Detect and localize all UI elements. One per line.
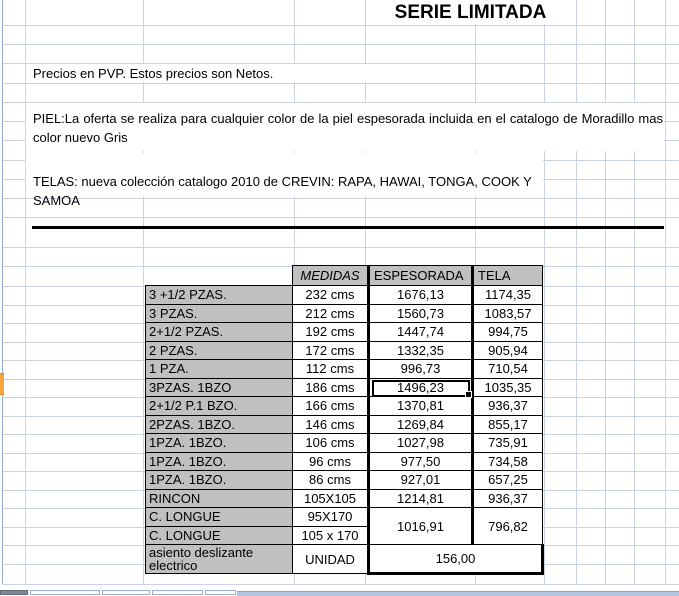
cell-espesorada[interactable]: 1676,13 — [369, 286, 473, 305]
row-header-edge-line — [2, 0, 3, 584]
cell-product-name[interactable]: 2+1/2 PZAS. — [146, 323, 293, 342]
gridline — [605, 0, 606, 584]
cell-medidas[interactable]: 232 cms — [293, 286, 369, 305]
cell-product-name[interactable]: 3 PZAS. — [146, 304, 293, 323]
cell-medidas[interactable]: UNIDAD — [293, 545, 369, 574]
cell-product-name[interactable]: asiento deslizante electrico — [146, 545, 293, 574]
sheet-tab[interactable] — [152, 590, 203, 595]
table-row — [146, 397, 543, 416]
cell-tela[interactable]: 994,75 — [473, 323, 543, 342]
table-row — [146, 286, 543, 305]
table-row — [146, 545, 543, 574]
cell-medidas[interactable]: 96 cms — [293, 452, 369, 471]
note-precios-cell[interactable]: Precios en PVP. Estos precios son Netos. — [33, 66, 274, 81]
sheet-tab[interactable] — [30, 590, 100, 595]
cell-product-name[interactable]: 2PZAS. 1BZO. — [146, 415, 293, 434]
gridline — [25, 0, 26, 584]
note-piel-cell[interactable]: PIEL:La oferta se realiza para cualquier color de la piel espesorada incluida en el catalogo de Moradillo mas color nuevo Gris — [33, 111, 663, 145]
cell-tela[interactable]: 735,91 — [473, 434, 543, 453]
cell-medidas[interactable]: 105 x 170 — [293, 526, 369, 545]
cell-product-name[interactable]: RINCON — [146, 489, 293, 508]
gridline — [2, 25, 679, 26]
column-header-medidas[interactable]: MEDIDAS — [293, 266, 369, 286]
gridline — [143, 0, 144, 584]
sheet-tab[interactable] — [0, 590, 28, 595]
horizontal-scrollbar[interactable] — [237, 591, 679, 596]
selected-row-indicator — [0, 373, 4, 395]
cell-product-name[interactable]: 1PZA. 1BZO. — [146, 452, 293, 471]
cell-product-name[interactable]: 1PZA. 1BZO. — [146, 471, 293, 490]
cell-medidas[interactable]: 166 cms — [293, 397, 369, 416]
cell-medidas[interactable]: 86 cms — [293, 471, 369, 490]
cell-medidas[interactable]: 172 cms — [293, 341, 369, 360]
selected-cell-border — [372, 380, 470, 397]
cell-tela[interactable]: 1174,35 — [473, 286, 543, 305]
gridline — [2, 83, 679, 84]
table-row — [146, 304, 543, 323]
cell-medidas[interactable]: 106 cms — [293, 434, 369, 453]
cell-product-name[interactable]: C. LONGUE — [146, 508, 293, 527]
cell-espesorada[interactable]: 1016,91 — [369, 508, 473, 545]
cell-tela[interactable]: 710,54 — [473, 360, 543, 379]
table-row — [146, 360, 543, 379]
cell-espesorada[interactable]: 1332,35 — [369, 341, 473, 360]
sheet-tab-bar — [0, 589, 679, 595]
cell-product-name[interactable]: C. LONGUE — [146, 526, 293, 545]
gridline — [665, 0, 666, 584]
cell-espesorada-selected[interactable]: 1496,23 — [369, 378, 473, 397]
cell-product-name[interactable]: 1PZA. 1BZO. — [146, 434, 293, 453]
cell-espesorada[interactable]: 1027,98 — [369, 434, 473, 453]
notes-bottom-border — [32, 226, 664, 229]
price-table — [145, 265, 544, 575]
gridline — [2, 247, 679, 248]
cell-espesorada[interactable]: 927,01 — [369, 471, 473, 490]
sheet-tab[interactable] — [205, 590, 236, 595]
cell-tela[interactable]: 936,37 — [473, 397, 543, 416]
table-row — [146, 415, 543, 434]
column-header-espesorada[interactable]: ESPESORADA — [369, 266, 473, 286]
table-header-row — [146, 266, 543, 286]
gridline — [634, 0, 635, 584]
cell-tela[interactable]: 855,17 — [473, 415, 543, 434]
table-row — [146, 508, 543, 527]
cell-espesorada[interactable]: 1447,74 — [369, 323, 473, 342]
table-row — [146, 323, 543, 342]
table-row — [146, 434, 543, 453]
cell-espesorada[interactable]: 1370,81 — [369, 397, 473, 416]
gridline — [544, 0, 545, 584]
cell-tela[interactable]: 936,37 — [473, 489, 543, 508]
gridline — [576, 0, 577, 584]
cell-medidas[interactable]: 105X105 — [293, 489, 369, 508]
cell-tela[interactable]: 796,82 — [473, 508, 543, 545]
sheet-tab[interactable] — [102, 590, 150, 595]
cell-espesorada[interactable]: 996,73 — [369, 360, 473, 379]
sheet-title-cell[interactable]: SERIE LIMITADA — [394, 2, 547, 23]
cell-tela[interactable]: 657,25 — [473, 471, 543, 490]
fill-handle[interactable] — [465, 391, 472, 398]
note-telas-cell[interactable]: TELAS: nueva colección catalogo 2010 de CREVIN: RAPA, HAWAI, TONGA, COOK Y SAMOA — [33, 174, 532, 208]
cell-tela[interactable]: 1083,57 — [473, 304, 543, 323]
cell-product-name[interactable]: 3PZAS. 1BZO — [146, 378, 293, 397]
cell-medidas[interactable]: 192 cms — [293, 323, 369, 342]
cell-tela[interactable]: 1035,35 — [473, 378, 543, 397]
cell-medidas[interactable]: 186 cms — [293, 378, 369, 397]
cell-product-name[interactable]: 2+1/2 P.1 BZO. — [146, 397, 293, 416]
cell-espesorada[interactable]: 977,50 — [369, 452, 473, 471]
gridline — [2, 44, 679, 45]
cell-medidas[interactable]: 112 cms — [293, 360, 369, 379]
column-header-tela[interactable]: TELA — [473, 266, 543, 286]
table-row — [146, 489, 543, 508]
cell-product-name[interactable]: 2 PZAS. — [146, 341, 293, 360]
cell-product-name[interactable]: 1 PZA. — [146, 360, 293, 379]
gridline — [2, 584, 679, 585]
table-row — [146, 341, 543, 360]
cell-tela[interactable]: 905,94 — [473, 341, 543, 360]
cell-product-name[interactable]: 3 +1/2 PZAS. — [146, 286, 293, 305]
cell-espesorada[interactable]: 156,00 — [369, 545, 543, 574]
cell-espesorada[interactable]: 1560,73 — [369, 304, 473, 323]
cell-espesorada[interactable]: 1269,84 — [369, 415, 473, 434]
table-row — [146, 452, 543, 471]
empty-corner-cell — [146, 266, 293, 286]
cell-tela[interactable]: 734,58 — [473, 452, 543, 471]
cell-espesorada[interactable]: 1214,81 — [369, 489, 473, 508]
cell-medidas[interactable]: 146 cms — [293, 415, 369, 434]
table-row — [146, 471, 543, 490]
cell-medidas[interactable]: 95X170 — [293, 508, 369, 527]
cell-medidas[interactable]: 212 cms — [293, 304, 369, 323]
table-row — [146, 378, 543, 397]
gridline — [2, 217, 679, 218]
